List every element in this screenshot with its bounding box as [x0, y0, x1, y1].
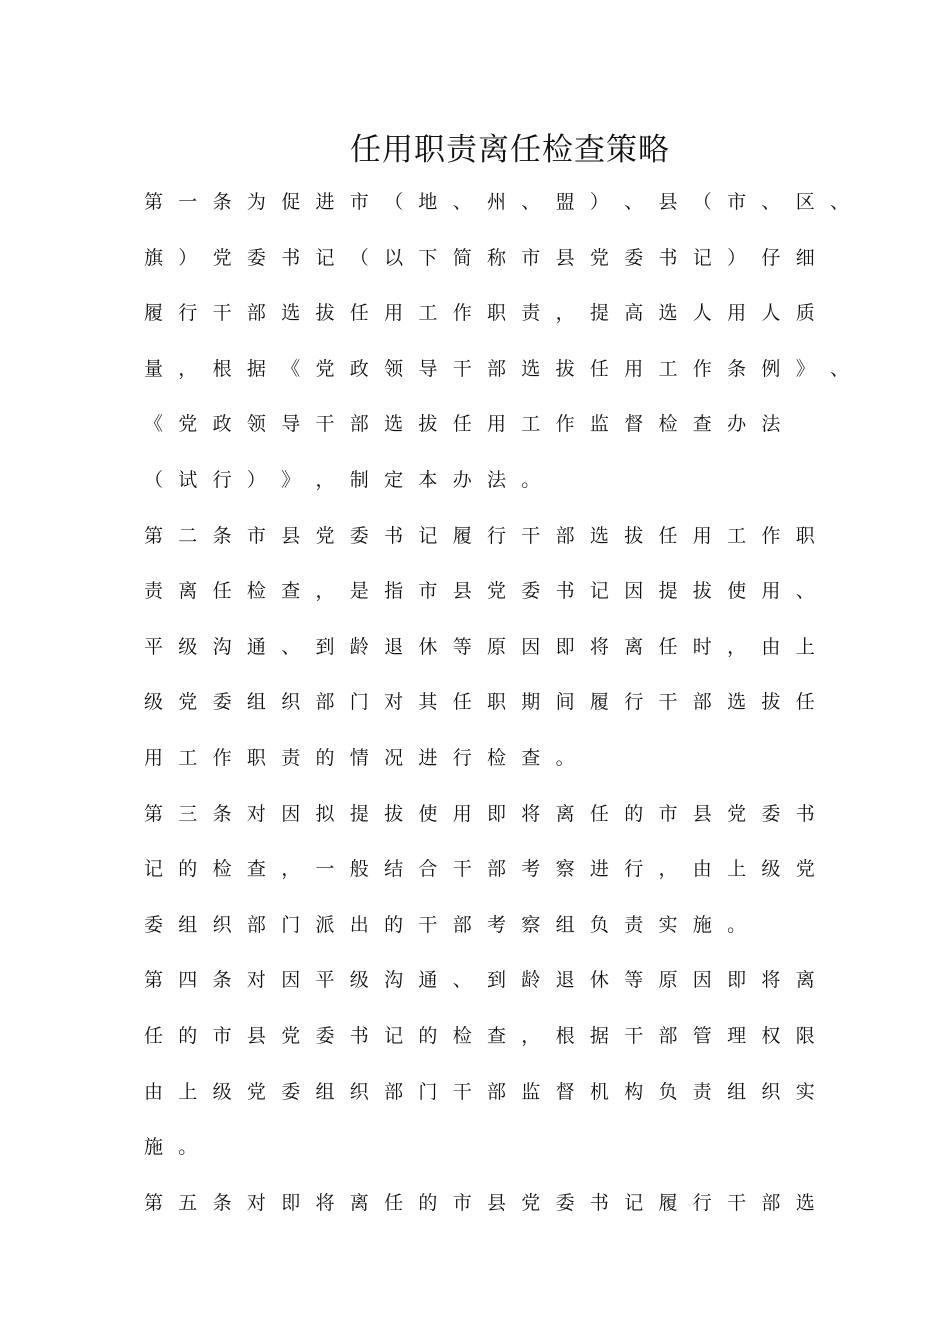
body-line: 级 党 委 组 织 部 门 对 其 任 职 期 间 履 行 干 部 选 拔 任: [144, 691, 815, 714]
body-line: 《 党 政 领 导 干 部 选 拔 任 用 工 作 监 督 检 查 办 法: [144, 413, 781, 436]
body-line: 责 离 任 检 查 ， 是 指 市 县 党 委 书 记 因 提 拔 使 用 、: [144, 580, 815, 603]
body-line: 量 ， 根 据 《 党 政 领 导 干 部 选 拔 任 用 工 作 条 例 》 、: [144, 357, 850, 380]
body-line: 履 行 干 部 选 拔 任 用 工 作 职 责 ， 提 高 选 人 用 人 质: [144, 302, 815, 325]
body-line: 平 级 沟 通 、 到 龄 退 休 等 原 因 即 将 离 任 时 ， 由 上: [144, 635, 815, 658]
body-line: 用 工 作 职 责 的 情 况 进 行 检 查 。: [144, 747, 575, 769]
body-line: 第 五 条 对 即 将 离 任 的 市 县 党 委 书 记 履 行 干 部 选: [144, 1191, 815, 1214]
body-line: 第 一 条 为 促 进 市 （ 地 、 州 、 盟 ） 、 县 （ 市 、 区 、: [144, 191, 850, 213]
document-title: 任用职责离任检查策略: [350, 132, 670, 168]
body-line: 第 三 条 对 因 拟 提 拔 使 用 即 将 离 任 的 市 县 党 委 书: [144, 802, 815, 825]
body-line: （ 试 行 ） 》 ， 制 定 本 办 法 。: [144, 469, 541, 491]
body-line: 由 上 级 党 委 组 织 部 门 干 部 监 督 机 构 负 责 组 织 实: [144, 1080, 815, 1103]
body-line: 任 的 市 县 党 委 书 记 的 检 查 ， 根 据 干 部 管 理 权 限: [144, 1025, 815, 1047]
body-line: 第 二 条 市 县 党 委 书 记 履 行 干 部 选 拔 任 用 工 作 职: [144, 524, 815, 547]
body-line: 旗 ） 党 委 书 记 （ 以 下 简 称 市 县 党 委 书 记 ） 仔 细: [144, 246, 815, 269]
body-line: 委 组 织 部 门 派 出 的 干 部 考 察 组 负 责 实 施 。: [144, 913, 747, 936]
body-line: 记 的 检 查 ， 一 般 结 合 干 部 考 察 进 行 ， 由 上 级 党: [144, 858, 815, 881]
body-line: 施 。: [144, 1136, 198, 1159]
body-line: 第 四 条 对 因 平 级 沟 通 、 到 龄 退 休 等 原 因 即 将 离: [144, 969, 815, 992]
